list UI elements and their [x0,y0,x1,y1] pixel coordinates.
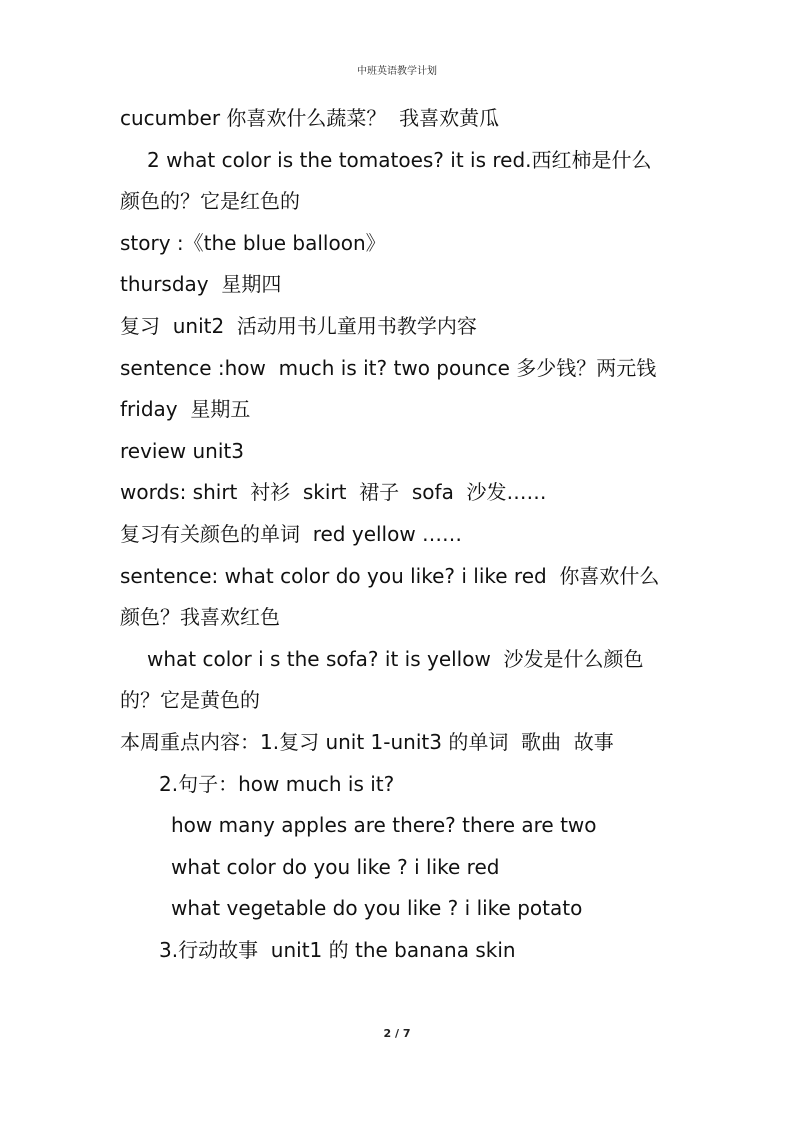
text-line: 2.句子：how much is it? [159,771,395,796]
text-line: 的？它是黄色的 [120,688,260,713]
text-line: 颜色？我喜欢红色 [120,605,280,630]
text-line: review unit3 [120,438,244,463]
page-number: 2 / 7 [383,1027,411,1040]
text-line: what color do you like ? i like red [171,854,500,879]
page-header: 中班英语教学计划 [357,66,437,77]
text-line: sentence: what color do you like? i like red 你喜欢什么 [120,563,660,588]
text-line: 本周重点内容：1.复习 unit 1-unit3 的单词 歌曲 故事 [120,729,614,754]
document-body [120,98,680,971]
text-line: 3.行动故事 unit1 的 the banana skin [159,937,516,962]
text-line: friday 星期五 [120,397,251,422]
text-line: story :《the blue balloon》 [120,230,386,255]
text-line: words: shirt 衬衫 skirt 裙子 sofa 沙发…… [120,480,547,505]
text-line: 复习有关颜色的单词 red yellow …… [120,521,463,546]
text-line: 复习 unit2 活动用书儿童用书教学内容 [120,313,477,338]
text-line: 2 what color is the tomatoes? it is red.西红柿是什么 [147,147,652,172]
text-line: sentence :how much is it? two pounce 多少钱？两元钱 [120,355,657,380]
text-line: how many apples are there? there are two [171,813,597,838]
text-line: what color i s the sofa? it is yellow 沙发是什么颜色 [147,646,644,671]
text-line: thursday 星期四 [120,272,282,297]
text-line: cucumber 你喜欢什么蔬菜？ 我喜欢黄瓜 [120,106,500,130]
text-line: 颜色的？它是红色的 [120,189,300,214]
text-line: what vegetable do you like ? i like potato [171,896,583,921]
